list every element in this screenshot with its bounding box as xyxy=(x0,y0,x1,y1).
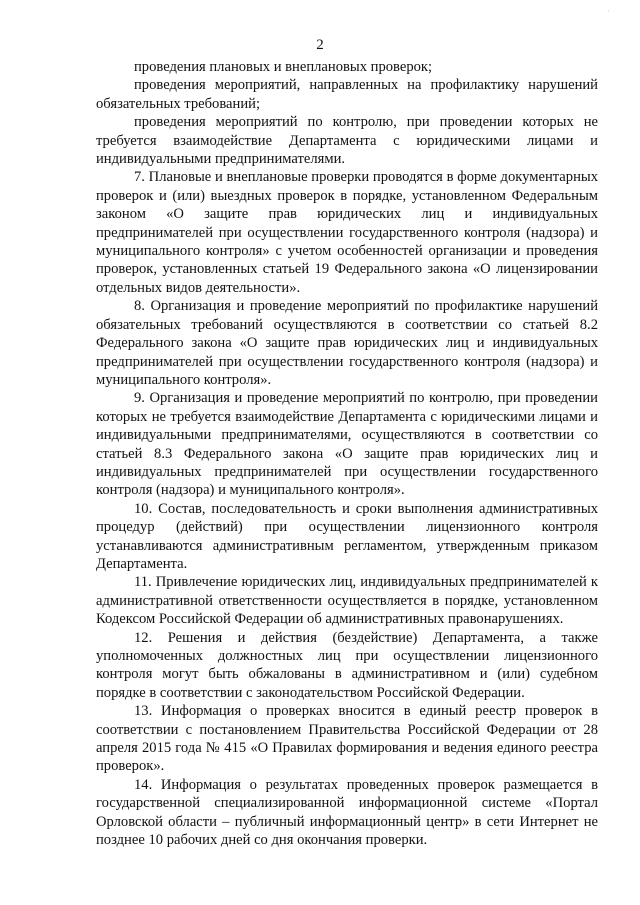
paragraph: 12. Решения и действия (бездействие) Департамента, а также уполномоченных должностных лиц при осуществлении лицензионного контроля могут быть обжалованы в административном и (или) судебном порядке в соответствии с законодательством Российской Федерации. xyxy=(96,629,598,701)
paragraph: 7. Плановые и внеплановые проверки проводятся в форме документарных проверок и (или) выездных проверок в порядке, установленном Федеральным законом «О защите прав юридических лиц и индивидуальных предпринимателей при осуществлении государственного контроля (надзора) и муниципального контроля» с учетом особенностей организации и проведения проверок, установленных статьей 19 Федерального закона «О лицензировании отдельных видов деятельности». xyxy=(96,169,598,296)
paragraph: проведения мероприятий по контролю, при проведении которых не требуется взаимодействие Департамента с юридическими лицами и индивидуальными предпринимателями. xyxy=(96,114,598,168)
paragraph: 14. Информация о результатах проведенных проверок размещается в государственной специализированной информационной системе «Портал Орловской области – публичный информационный центр» в сети Интернет не позднее 10 рабочих дней со дня окончания проверки. xyxy=(96,776,598,849)
paragraph: 10. Состав, последовательность и сроки выполнения административных процедур (действий) при осуществлении лицензионного контроля устанавливаются административным регламентом, утвержденным приказом Департамента. xyxy=(96,500,598,572)
paragraph: 9. Организация и проведение мероприятий по контролю, при проведении которых не требуется взаимодействие Департамента с юридическими лицами и индивидуальными предпринимателями, осуществляются в соответствии со статьей 8.3 Федерального закона «О защите прав юридических лиц и индивидуальных предпринимателей при осуществлении государственного контроля (надзора) и муниципального контроля». xyxy=(96,390,598,499)
paragraph: проведения плановых и внеплановых проверок; xyxy=(134,59,433,75)
paragraph: 8. Организация и проведение мероприятий по профилактике нарушений обязательных требований осуществляются в соответствии со статьей 8.2 Федерального закона «О защите прав юридических лиц и индивидуальных предпринимателей при осуществлении государственного контроля (надзора) и муниципального контроля». xyxy=(96,298,598,388)
paragraph: 11. Привлечение юридических лиц, индивидуальных предпринимателей к административной ответственности осуществляется в порядке, установленном Кодексом Российской Федерации об административных правонарушениях. xyxy=(96,574,598,628)
page-number: 2 xyxy=(316,37,324,53)
document-body xyxy=(96,58,598,849)
paragraph: 13. Информация о проверках вносится в единый реестр проверок в соответствии с постановлением Правительства Российской Федерации от 28 апреля 2015 года № 415 «О Правилах формирования и ведения единого реестра проверок». xyxy=(96,703,598,775)
scan-mark: · xyxy=(607,6,610,16)
paragraph: проведения мероприятий, направленных на профилактику нарушений обязательных требований; xyxy=(96,77,598,112)
